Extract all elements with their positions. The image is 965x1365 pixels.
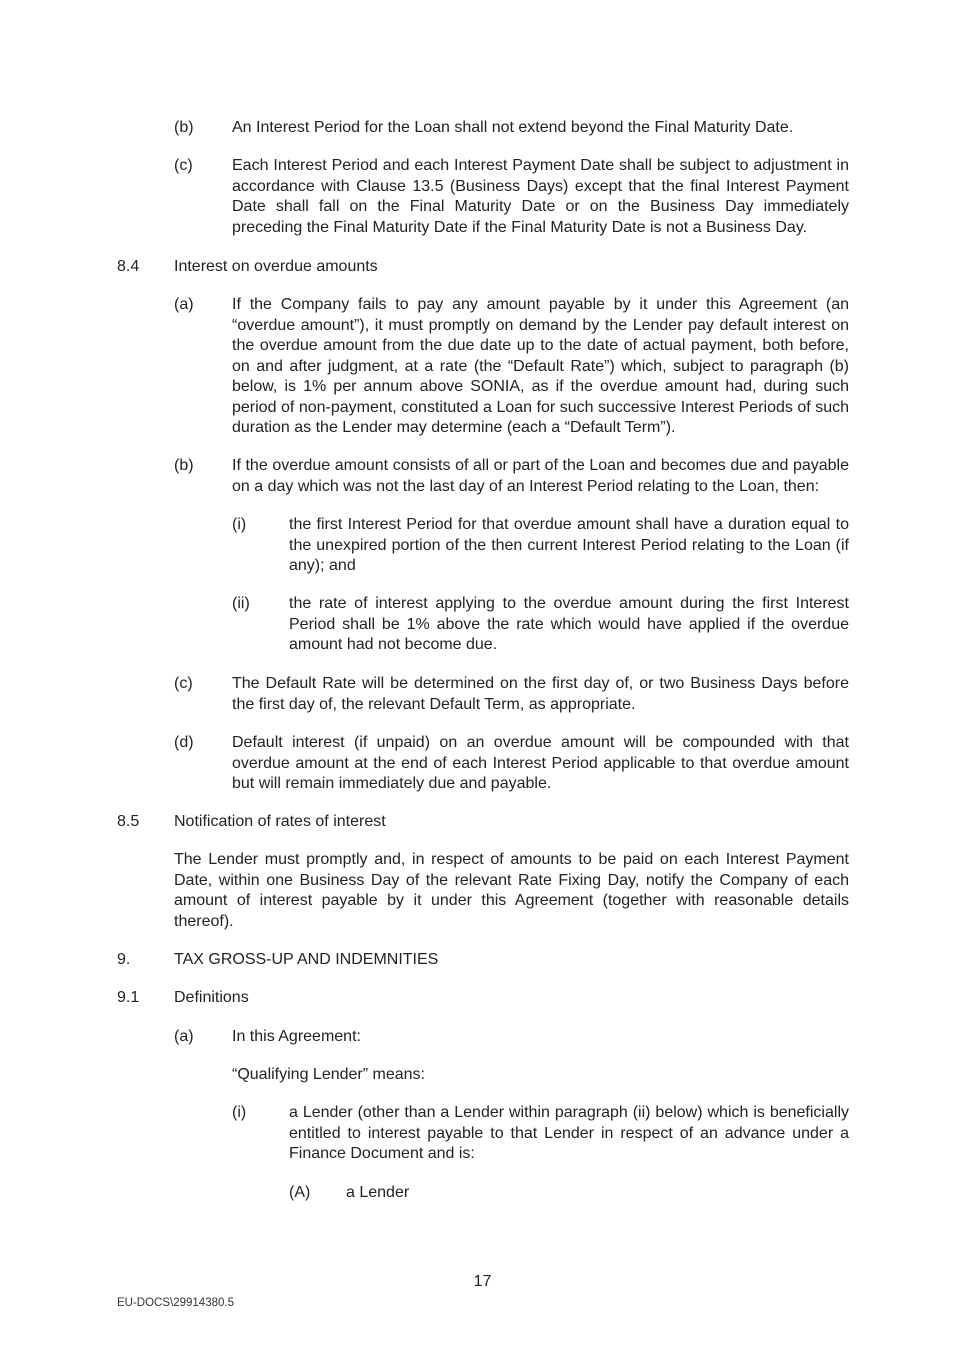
section-heading: Interest on overdue amounts — [174, 258, 378, 275]
paragraph: The Lender must promptly and, in respect of amounts to be paid on each Interest Payment Date, within one Business Day of the relevant Rate Fixing Day, notify the Company of each amount of interest payable by it under this Agreement (together with reasonable details thereof). — [174, 851, 849, 930]
item-text: Each Interest Period and each Interest Payment Date shall be subject to adjustment in accordance with Clause 13.5 (Business Days) except that the final Interest Payment Date shall fall on the Final Maturity Date or on the Business Day immediately preceding the Final Maturity Date if the Final Maturity Date is not a Business Day. — [232, 157, 849, 236]
definition-term: “Qualifying Lender” means: — [232, 1066, 425, 1083]
item-text: If the overdue amount consists of all or part of the Loan and becomes due and payable on a day which was not the last day of an Interest Period relating to the Loan, then: — [232, 457, 849, 495]
item-label: (c) — [174, 675, 193, 692]
subitem-text: a Lender (other than a Lender within paragraph (ii) below) which is beneficially entitled to interest payable to that Lender in respect of an advance under a Finance Document and is: — [289, 1104, 849, 1162]
item-label: (c) — [174, 157, 193, 174]
subitem-label: (ii) — [232, 595, 250, 612]
clause-number: 9. — [117, 951, 131, 968]
subitem-text: the first Interest Period for that overdue amount shall have a duration equal to the unexpired portion of the then current Interest Period relating to the Loan (if any); and — [289, 516, 849, 574]
subitem-label: (i) — [232, 1104, 247, 1121]
item-text: Default interest (if unpaid) on an overdue amount will be compounded with that overdue amount at the end of each Interest Period applicable to that overdue amount but will remain immediately due and payable. — [232, 734, 849, 792]
section-heading: Definitions — [174, 989, 249, 1006]
subsubitem-label: (A) — [289, 1184, 311, 1201]
subitem-label: (i) — [232, 516, 247, 533]
item-text: The Default Rate will be determined on the first day of, or two Business Days before the first day of, the relevant Default Term, as appropriate. — [232, 675, 849, 713]
item-label: (b) — [174, 457, 194, 474]
item-text: If the Company fails to pay any amount payable by it under this Agreement (an “overdue amount”), it must promptly on demand by the Lender pay default interest on the overdue amount from the due date up to the date of actual payment, both before, on and after judgment, at a rate (the “Default Rate”) which, subject to paragraph (b) below, is 1% per annum above SONIA, as if the overdue amount had, during such period of non-payment, constituted a Loan for such successive Interest Periods of such duration as the Lender may determine (each a “Default Term”). — [232, 296, 849, 436]
item-label: (a) — [174, 1028, 194, 1045]
section-number: 8.4 — [117, 258, 140, 275]
subsubitem-text: a Lender — [346, 1184, 410, 1201]
section-number: 9.1 — [117, 989, 140, 1006]
item-label: (a) — [174, 296, 194, 313]
item-text: An Interest Period for the Loan shall not extend beyond the Final Maturity Date. — [232, 119, 794, 136]
clause-heading: TAX GROSS-UP AND INDEMNITIES — [174, 951, 439, 968]
document-reference: EU-DOCS\29914380.5 — [117, 1297, 234, 1309]
item-label: (d) — [174, 734, 194, 751]
section-heading: Notification of rates of interest — [174, 813, 386, 830]
page-number: 17 — [473, 1273, 492, 1290]
item-label: (b) — [174, 119, 194, 136]
section-number: 8.5 — [117, 813, 140, 830]
subitem-text: the rate of interest applying to the overdue amount during the first Interest Period shall be 1% above the rate which would have applied if the overdue amount had not become due. — [289, 595, 849, 653]
item-text: In this Agreement: — [232, 1028, 361, 1045]
